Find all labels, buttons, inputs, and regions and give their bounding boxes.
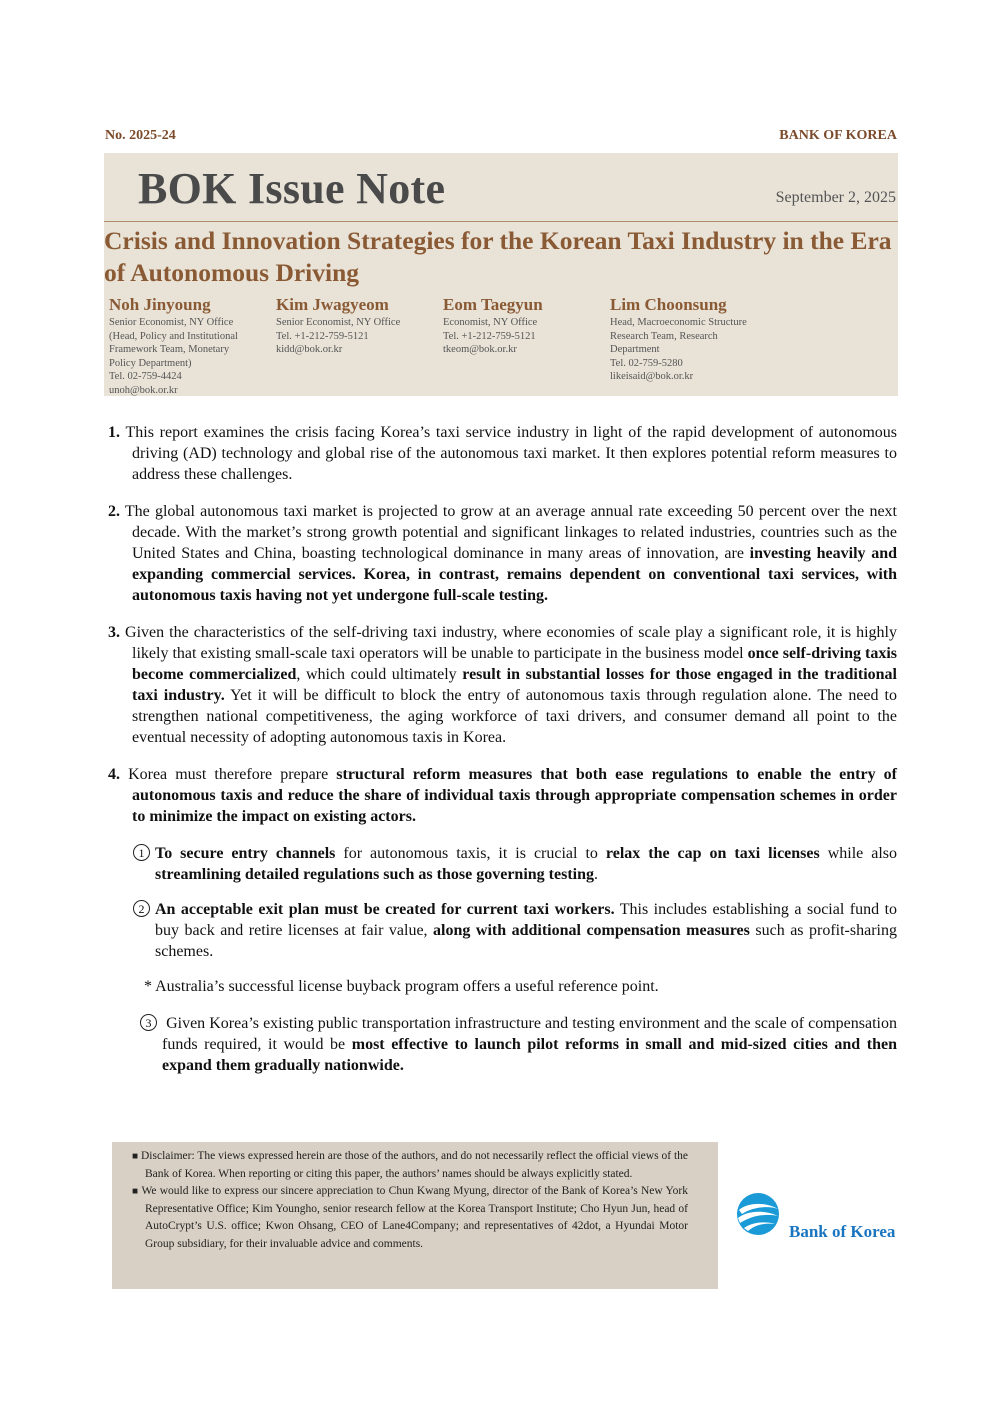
circled-number-icon: 2 [133, 900, 150, 917]
report-title: Crisis and Innovation Strategies for the Korean Taxi Industry in the Era of Autonomous Driving [104, 226, 892, 287]
paragraph-emphasis: investing heavily and expanding commercial services. Korea, in contrast, remains dependent on conventional taxi services, with autonomous taxis having not yet undergone full-scale testing. [132, 545, 898, 604]
author-info-line: Senior Economist, NY Office [109, 317, 234, 328]
footnote-note: * Australia’s successful license buyback program offers a useful reference point. [144, 978, 659, 995]
author-info-line: Economist, NY Office [443, 317, 538, 328]
disclaimer-item [132, 1148, 688, 1183]
paragraph-text: This includes establishing a social fund to buy back and retire licenses at fair value, [155, 901, 898, 939]
paragraph-text: Given the characteristics of the self-driving taxi industry, where economies of scale play a significant role, it is highly likely that existing small-scale taxi operators will be unable to participate in the business model [120, 624, 897, 662]
author-info-line: Head, Macroeconomic Structure [610, 317, 747, 328]
paragraph-emphasis: result in substantial losses for those engaged in the traditional taxi industry. [132, 666, 897, 704]
author-info-line: Tel. 02-759-5280 [610, 357, 683, 369]
sub-item-2 [108, 899, 897, 962]
disclaimer-box [112, 1142, 718, 1289]
acknowledgement-item [132, 1183, 688, 1253]
author-info-line: likeisaid@bok.or.kr [610, 371, 694, 382]
sub-item-1 [108, 843, 897, 885]
paragraph-3 [108, 622, 897, 748]
paragraph-number: 4. [108, 766, 120, 783]
author-block [443, 295, 603, 357]
issue-date: September 2, 2025 [775, 189, 896, 206]
paragraph-emphasis: once self-driving taxis become commercialized [132, 645, 897, 683]
issue-number: No. 2025-24 [105, 128, 176, 143]
paragraph-text: . [593, 866, 598, 883]
paragraph-text: such as profit-sharing schemes. [155, 922, 897, 960]
paragraph-text: This report examines the crisis facing Korea’s taxi service industry in light of the rapid development of autonomous driving (AD) technology and global rise of the autonomous taxi market. It then explores potential reform measures to address these challenges. [120, 424, 897, 483]
paragraph-4 [108, 764, 897, 827]
author-info-line: Department [610, 344, 660, 355]
paragraph-number: 1. [108, 424, 120, 441]
author-block [610, 295, 773, 384]
series-title: BOK Issue Note [138, 164, 446, 213]
paragraph-text: for autonomous taxis, it is crucial to [335, 845, 606, 862]
square-bullet-icon: ■ [132, 1151, 139, 1162]
author-info-line: Framework Team, Monetary [109, 344, 230, 355]
bank-of-korea-logo-text: Bank of Korea [789, 1222, 896, 1241]
acknowledgement-text: We would like to express our sincere appreciation to Chun Kwang Myung, director of the Bank of Korea’s New York Representative Office; Kim Youngho, senior research fellow at the Korea Transport Institute; Cho Hyun Jun, head of AutoCrypt’s U.S. office; Kwon Ohsang, CEO of Lane4Company; and representatives of 42dot, a Hyundai Motor Group subsidiary, for their invaluable advice and comments. [141, 1185, 688, 1250]
paragraph-number: 3. [108, 624, 120, 641]
publisher-name: BANK OF KOREA [779, 128, 897, 143]
paragraph-1 [108, 422, 897, 485]
circled-number-icon: 1 [133, 844, 150, 861]
header-box [104, 153, 898, 396]
main-body [108, 422, 897, 1090]
paragraph-text: , which could ultimately [296, 666, 463, 683]
author-info-line: Research Team, Research [610, 330, 718, 342]
author-info-line: Tel. +1-212-759-5121 [276, 330, 369, 342]
paragraph-emphasis: An acceptable exit plan must be created for current taxi workers. [155, 901, 615, 918]
circled-number-icon: 3 [140, 1014, 157, 1031]
paragraph-text: The global autonomous taxi market is projected to grow at an average annual rate exceeding 50 percent over the next decade. With the market’s strong growth potential and significant linkages to related industries, countries such as the United States and China, boasting technological dominance in many areas of innovation, are [120, 503, 897, 562]
author-info-line: unoh@bok.or.kr [109, 384, 178, 396]
paragraph-text: Yet it will be difficult to block the entry of autonomous taxis through regulation alone. The need to strengthen national competitiveness, the aging workforce of taxi drivers, and consumer demand all point to the eventual necessity of adopting autonomous taxis in Korea. [132, 687, 897, 746]
author-name: Eom Taegyun [443, 295, 543, 314]
author-name: Kim Jwagyeom [276, 295, 389, 314]
author-name: Lim Choonsung [610, 295, 727, 314]
sub-item-3 [108, 1013, 897, 1076]
author-info-line: Tel. +1-212-759-5121 [443, 330, 536, 342]
author-info-line: Senior Economist, NY Office [276, 317, 401, 328]
paragraph-text: Given Korea’s existing public transportation infrastructure and testing environment and the scale of compensation funds required, it would be [162, 1015, 897, 1053]
author-name: Noh Jinyoung [109, 295, 211, 314]
bank-of-korea-logo-icon [736, 1192, 780, 1236]
square-bullet-icon: ■ [132, 1186, 139, 1197]
paragraph-emphasis: To secure entry channels [155, 845, 336, 862]
author-block [276, 295, 436, 357]
paragraph-emphasis: along with additional compensation measures [433, 922, 750, 939]
paragraph-text: while also [819, 845, 898, 862]
paragraph-emphasis: relax the cap on taxi licenses [605, 845, 820, 862]
disclaimer-text: Disclaimer: The views expressed herein are those of the authors, and do not necessarily reflect the official views of the Bank of Korea. When reporting or citing this paper, the authors’ names should be always explicitly stated. [141, 1150, 688, 1180]
header-divider [104, 221, 898, 222]
paragraph-emphasis: most effective to launch pilot reforms in small and mid-sized cities and then expand them gradually nationwide. [162, 1036, 897, 1074]
author-info-line: kidd@bok.or.kr [276, 344, 343, 355]
paragraph-number: 2. [108, 503, 120, 520]
author-block [109, 295, 272, 397]
author-info-line: (Head, Policy and Institutional [109, 330, 238, 342]
author-info-line: Policy Department) [109, 357, 192, 369]
paragraph-text: Korea must therefore prepare [120, 766, 337, 783]
paragraph-emphasis: structural reform measures that both ease regulations to enable the entry of autonomous taxis and reduce the share of individual taxis through appropriate compensation schemes in order to minimize the impact on existing actors. [132, 766, 897, 825]
paragraph-emphasis: streamlining detailed regulations such as those governing testing [155, 866, 594, 883]
author-info-line: tkeom@bok.or.kr [443, 344, 517, 355]
paragraph-2 [108, 501, 897, 606]
author-info-line: Tel. 02-759-4424 [109, 371, 182, 382]
